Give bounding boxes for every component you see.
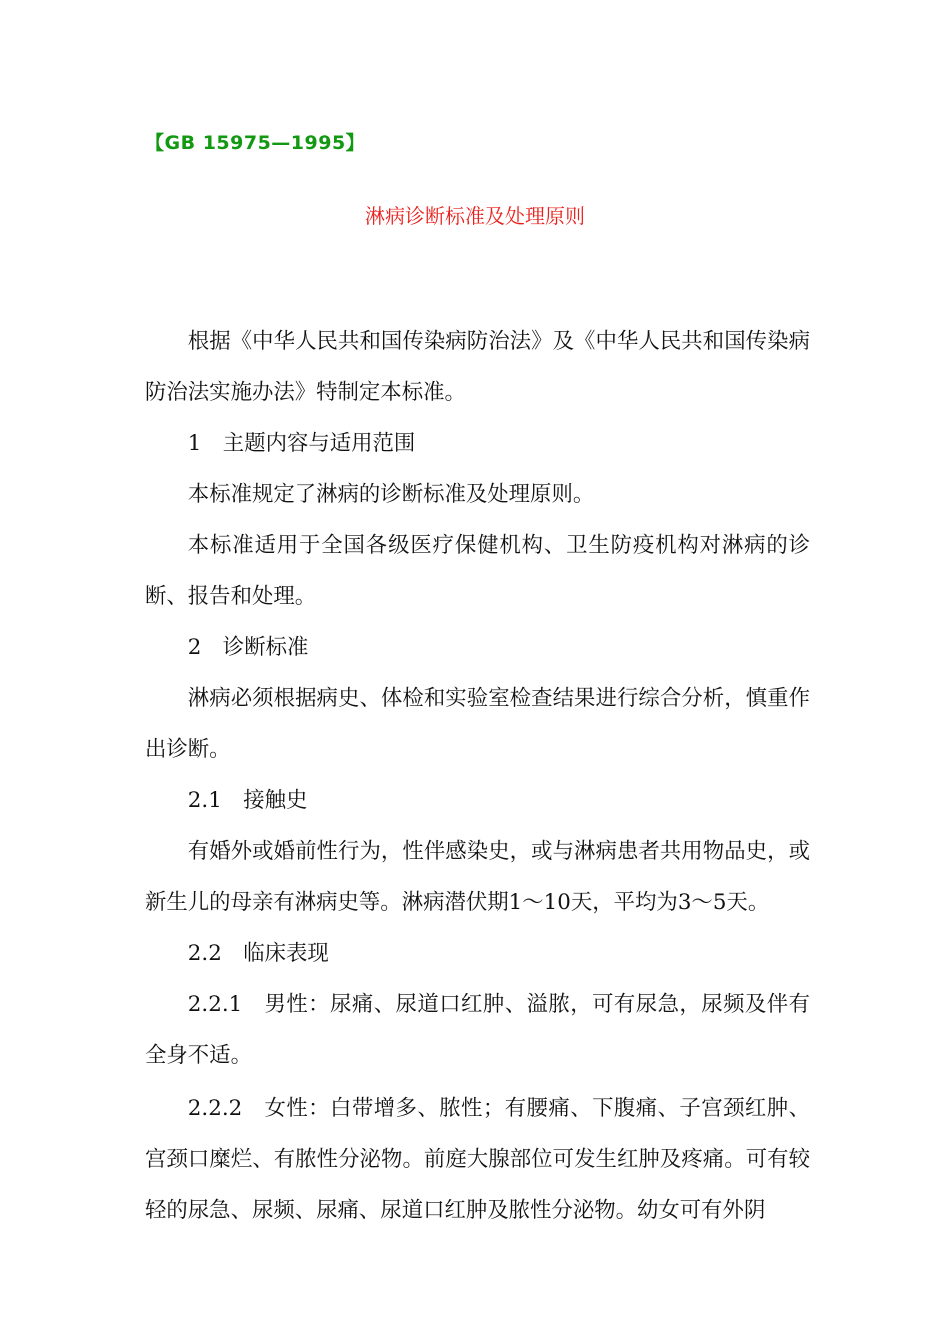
intro-paragraph: 根据《中华人民共和国传染病防治法》及《中华人民共和国传染病防治法实施办法》特制定本标准。 <box>145 329 810 405</box>
paragraph-2-2-2: 2.2.2 女性：白带增多、脓性；有腰痛、下腹痛、子宫颈红肿、宫颈口糜烂、有脓性分泌物。前庭大腺部位可发生红肿及疼痛。可有较轻的尿急、尿频、尿痛、尿道口红肿及脓性分泌物。幼女可有外阴 <box>145 1096 810 1223</box>
paragraph: 淋病必须根据病史、体检和实验室检查结果进行综合分析，慎重作出诊断。 <box>145 686 810 762</box>
section-heading-2: 2 诊断标准 <box>187 635 309 660</box>
paragraph-2-2-1: 2.2.1 男性：尿痛、尿道口红肿、溢脓，可有尿急，尿频及伴有全身不适。 <box>145 992 810 1068</box>
section-heading-1: 1 主题内容与适用范围 <box>187 431 416 456</box>
subsection-heading-2-1: 2.1 接触史 <box>187 788 308 813</box>
standard-code: 【GB 15975—1995】 <box>145 132 366 154</box>
paragraph: 本标准适用于全国各级医疗保健机构、卫生防疫机构对淋病的诊断、报告和处理。 <box>145 533 810 609</box>
document-body <box>145 316 810 1236</box>
document-title: 淋病诊断标准及处理原则 <box>365 204 585 228</box>
paragraph: 本标准规定了淋病的诊断标准及处理原则。 <box>187 482 595 507</box>
paragraph: 有婚外或婚前性行为，性伴感染史，或与淋病患者共用物品史，或新生儿的母亲有淋病史等。淋病潜伏期1～10天，平均为3～5天。 <box>145 839 810 915</box>
subsection-heading-2-2: 2.2 临床表现 <box>187 941 329 966</box>
